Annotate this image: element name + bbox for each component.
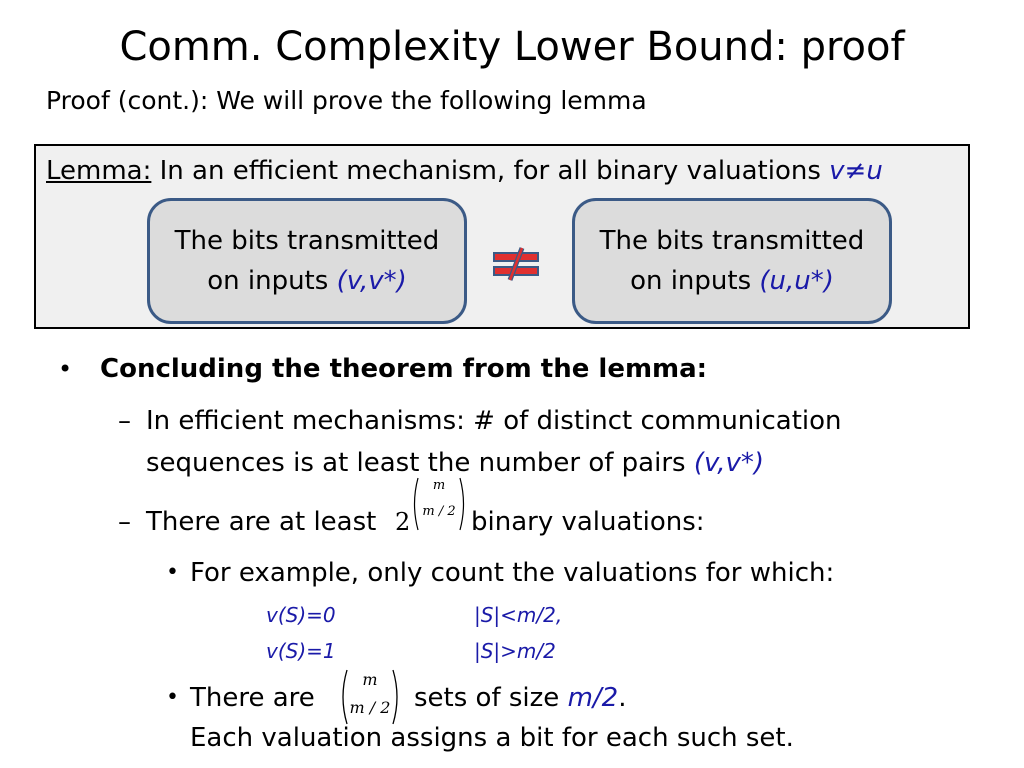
bits-box-uu-line1: The bits transmitted [599, 226, 865, 256]
condition-size-0: |S|<m/2, [474, 603, 563, 627]
slide-subtitle: Proof (cont.): We will prove the following lemma [46, 86, 647, 115]
binomial-exp-top: m [432, 478, 446, 493]
set-count-text: sets of size m/2. [414, 683, 627, 713]
pair-vv-count: (v,v*) [693, 448, 765, 478]
lemma-condition: v≠u [829, 156, 883, 186]
bullet-dash: – [118, 507, 131, 537]
set-count-prefix: There are [190, 683, 315, 713]
binomial-exp-bottom: m / 2 [422, 504, 456, 519]
pair-uu: (u,u*) [759, 266, 834, 296]
not-equal-icon [492, 246, 540, 282]
condition-val-0: v(S)=0 [266, 603, 336, 627]
condition-val-1: v(S)=1 [266, 639, 336, 663]
bullet-conclusion [58, 352, 708, 386]
subsubbullet-example-text: For example, only count the valuations for which: [190, 558, 835, 588]
set-count-line2: Each valuation assigns a bit for each such set. [190, 723, 794, 753]
condition-size-1: |S|>m/2 [474, 639, 556, 663]
bullet-dot: • [58, 355, 73, 383]
bullet-dot: • [166, 685, 179, 710]
bits-box-uu-line2: on inputs (u,u*) [630, 266, 834, 296]
subbullet-distinct-text: In efficient mechanisms: # of distinct communication sequences is at least the number of pairs [146, 406, 842, 478]
binomial-top: m [362, 670, 378, 689]
lemma-label: Lemma: [46, 156, 152, 186]
bits-box-uu [572, 198, 892, 324]
set-size: m/2 [567, 683, 619, 713]
lemma-statement [46, 154, 883, 188]
binomial-bottom: m / 2 [349, 698, 391, 717]
subbullet-valuation-prefix: There are at least [146, 507, 377, 537]
pair-vv: (v,v*) [336, 266, 407, 296]
bullet-conclusion-text: Concluding the theorem from the lemma: [100, 354, 708, 384]
subbullet-valuation-suffix: binary valuations: [471, 507, 705, 537]
bullet-dot: • [166, 560, 179, 585]
bits-box-vv-line2: on inputs (v,v*) [207, 266, 407, 296]
power-base: 2 [395, 508, 411, 536]
bits-box-vv-line1: The bits transmitted [174, 226, 440, 256]
bits-box-vv [147, 198, 467, 324]
slide-title: Comm. Complexity Lower Bound: proof [119, 24, 905, 70]
lemma-text: In an efficient mechanism, for all binary valuations [151, 156, 830, 186]
bullet-dash: – [118, 406, 131, 436]
